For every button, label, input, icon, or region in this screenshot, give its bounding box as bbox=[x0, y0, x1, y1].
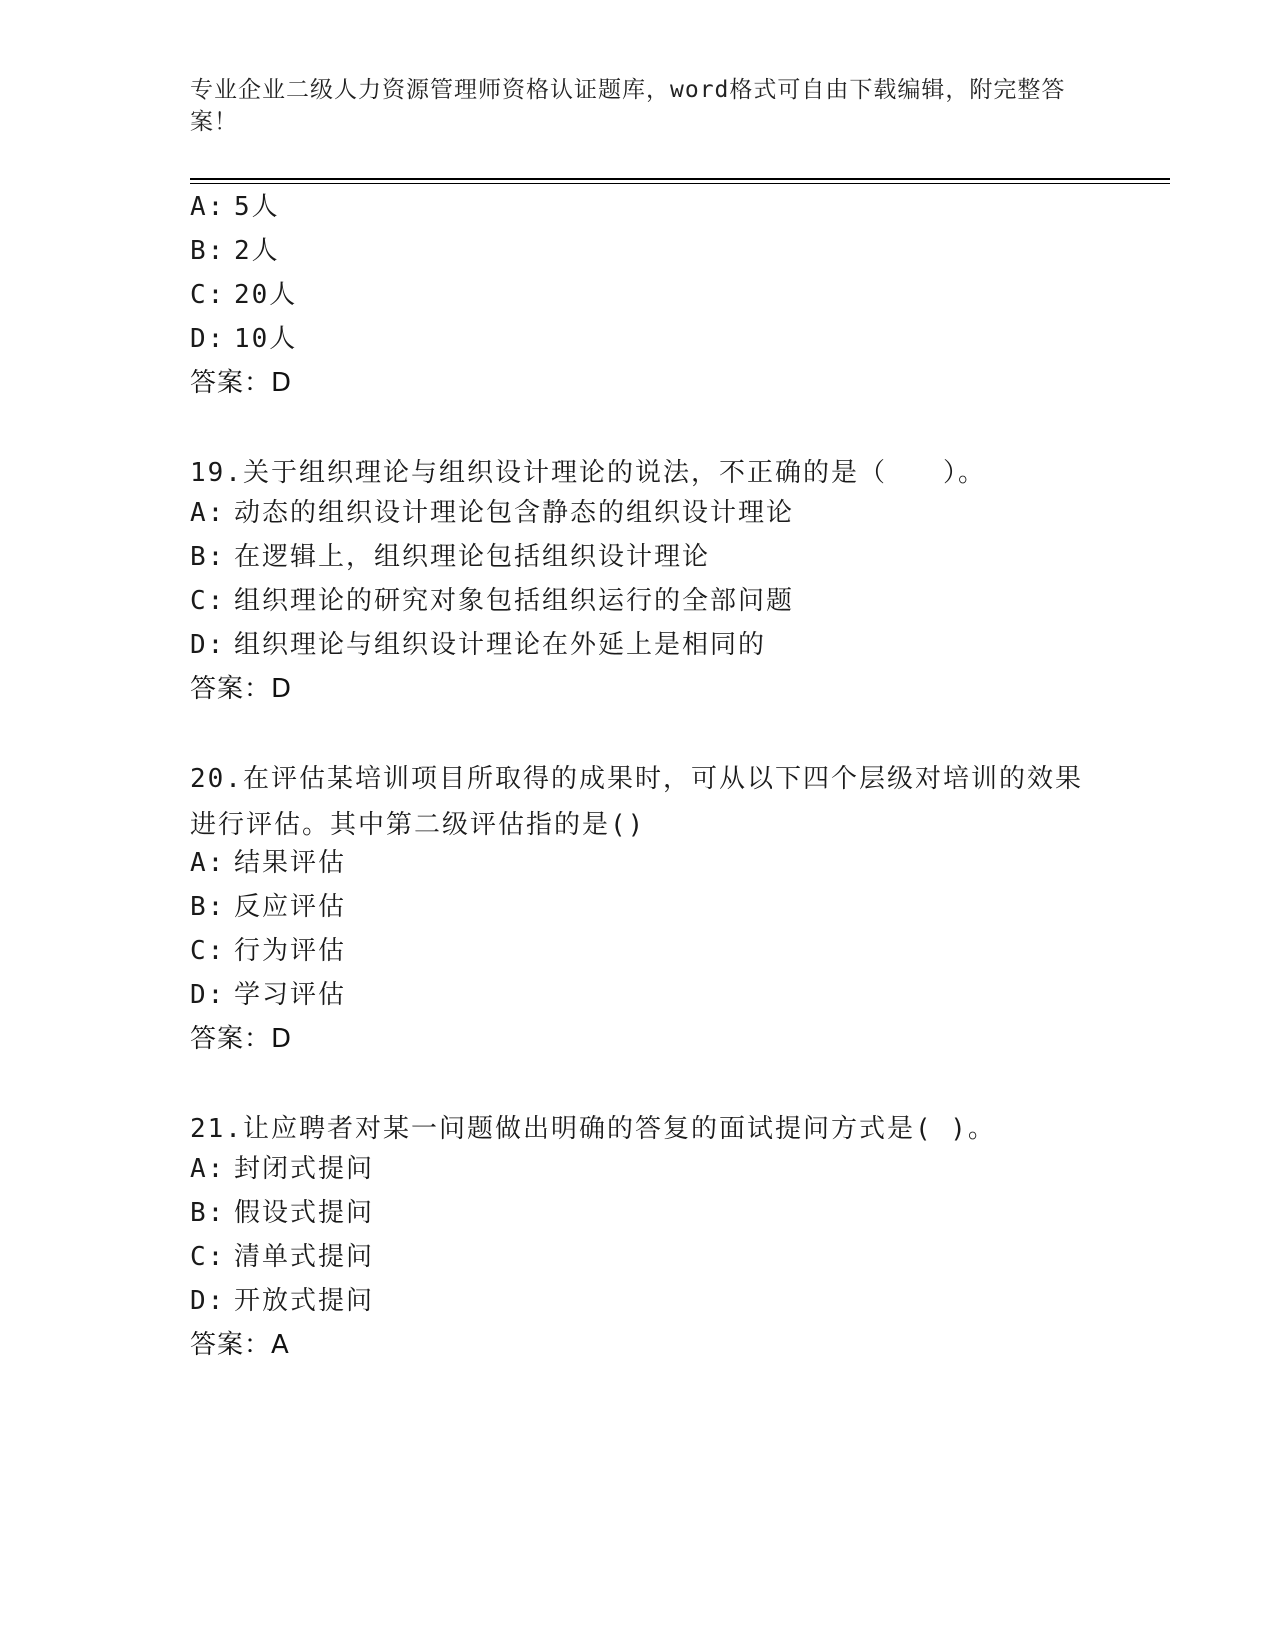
option-letter: B: bbox=[190, 892, 226, 922]
option-letter: B: bbox=[190, 1198, 226, 1228]
option-letter: D: bbox=[190, 980, 226, 1010]
option-line bbox=[190, 1152, 374, 1186]
option-letter: D: bbox=[190, 324, 226, 354]
option-line bbox=[190, 978, 346, 1012]
answer-line: 答案：A bbox=[190, 1330, 290, 1360]
option-text: 动态的组织设计理论包含静态的组织设计理论 bbox=[234, 498, 795, 528]
header-rule-thick bbox=[190, 178, 1170, 180]
option-letter: B: bbox=[190, 542, 226, 572]
option-line bbox=[190, 322, 297, 356]
option-line bbox=[190, 584, 794, 618]
question-text: 20.在评估某培训项目所取得的成果时，可从以下四个层级对培训的效果进行评估。其中第二级评估指的是() bbox=[190, 764, 1083, 840]
option-line bbox=[190, 190, 280, 224]
option-line bbox=[190, 846, 346, 880]
option-line bbox=[190, 234, 280, 268]
option-line bbox=[190, 1196, 374, 1230]
option-line bbox=[190, 934, 346, 968]
page-header: 专业企业二级人力资源管理师资格认证题库，word格式可自由下载编辑，附完整答案！ bbox=[190, 77, 1066, 135]
option-text: 封闭式提问 bbox=[234, 1154, 375, 1184]
option-text: 5人 bbox=[234, 192, 280, 222]
question-text: 19.关于组织理论与组织设计理论的说法，不正确的是（ ）。 bbox=[190, 458, 986, 488]
option-line bbox=[190, 496, 794, 530]
option-letter: A: bbox=[190, 848, 226, 878]
option-letter: C: bbox=[190, 1242, 226, 1272]
option-line bbox=[190, 628, 766, 662]
option-text: 反应评估 bbox=[234, 892, 347, 922]
option-text: 行为评估 bbox=[234, 936, 347, 966]
option-letter: A: bbox=[190, 1154, 226, 1184]
header-rule-thin bbox=[190, 183, 1170, 184]
option-text: 开放式提问 bbox=[234, 1286, 375, 1316]
option-text: 组织理论与组织设计理论在外延上是相同的 bbox=[234, 630, 767, 660]
option-line bbox=[190, 890, 346, 924]
question-text: 21.让应聘者对某一问题做出明确的答复的面试提问方式是( )。 bbox=[190, 1114, 996, 1144]
option-line bbox=[190, 540, 710, 574]
option-text: 组织理论的研究对象包括组织运行的全部问题 bbox=[234, 586, 795, 616]
option-letter: B: bbox=[190, 236, 226, 266]
option-text: 清单式提问 bbox=[234, 1242, 375, 1272]
option-letter: C: bbox=[190, 280, 226, 310]
option-text: 20人 bbox=[234, 280, 298, 310]
option-letter: D: bbox=[190, 630, 226, 660]
option-letter: A: bbox=[190, 192, 226, 222]
option-letter: D: bbox=[190, 1286, 226, 1316]
answer-line: 答案：D bbox=[190, 368, 293, 398]
option-letter: C: bbox=[190, 586, 226, 616]
option-text: 10人 bbox=[234, 324, 298, 354]
option-letter: C: bbox=[190, 936, 226, 966]
option-text: 学习评估 bbox=[234, 980, 347, 1010]
option-line bbox=[190, 1240, 374, 1274]
option-text: 假设式提问 bbox=[234, 1198, 375, 1228]
option-text: 2人 bbox=[234, 236, 280, 266]
answer-line: 答案：D bbox=[190, 674, 293, 704]
option-line bbox=[190, 278, 297, 312]
option-letter: A: bbox=[190, 498, 226, 528]
option-text: 结果评估 bbox=[234, 848, 347, 878]
answer-line: 答案：D bbox=[190, 1024, 293, 1054]
option-line bbox=[190, 1284, 374, 1318]
option-text: 在逻辑上，组织理论包括组织设计理论 bbox=[234, 542, 711, 572]
